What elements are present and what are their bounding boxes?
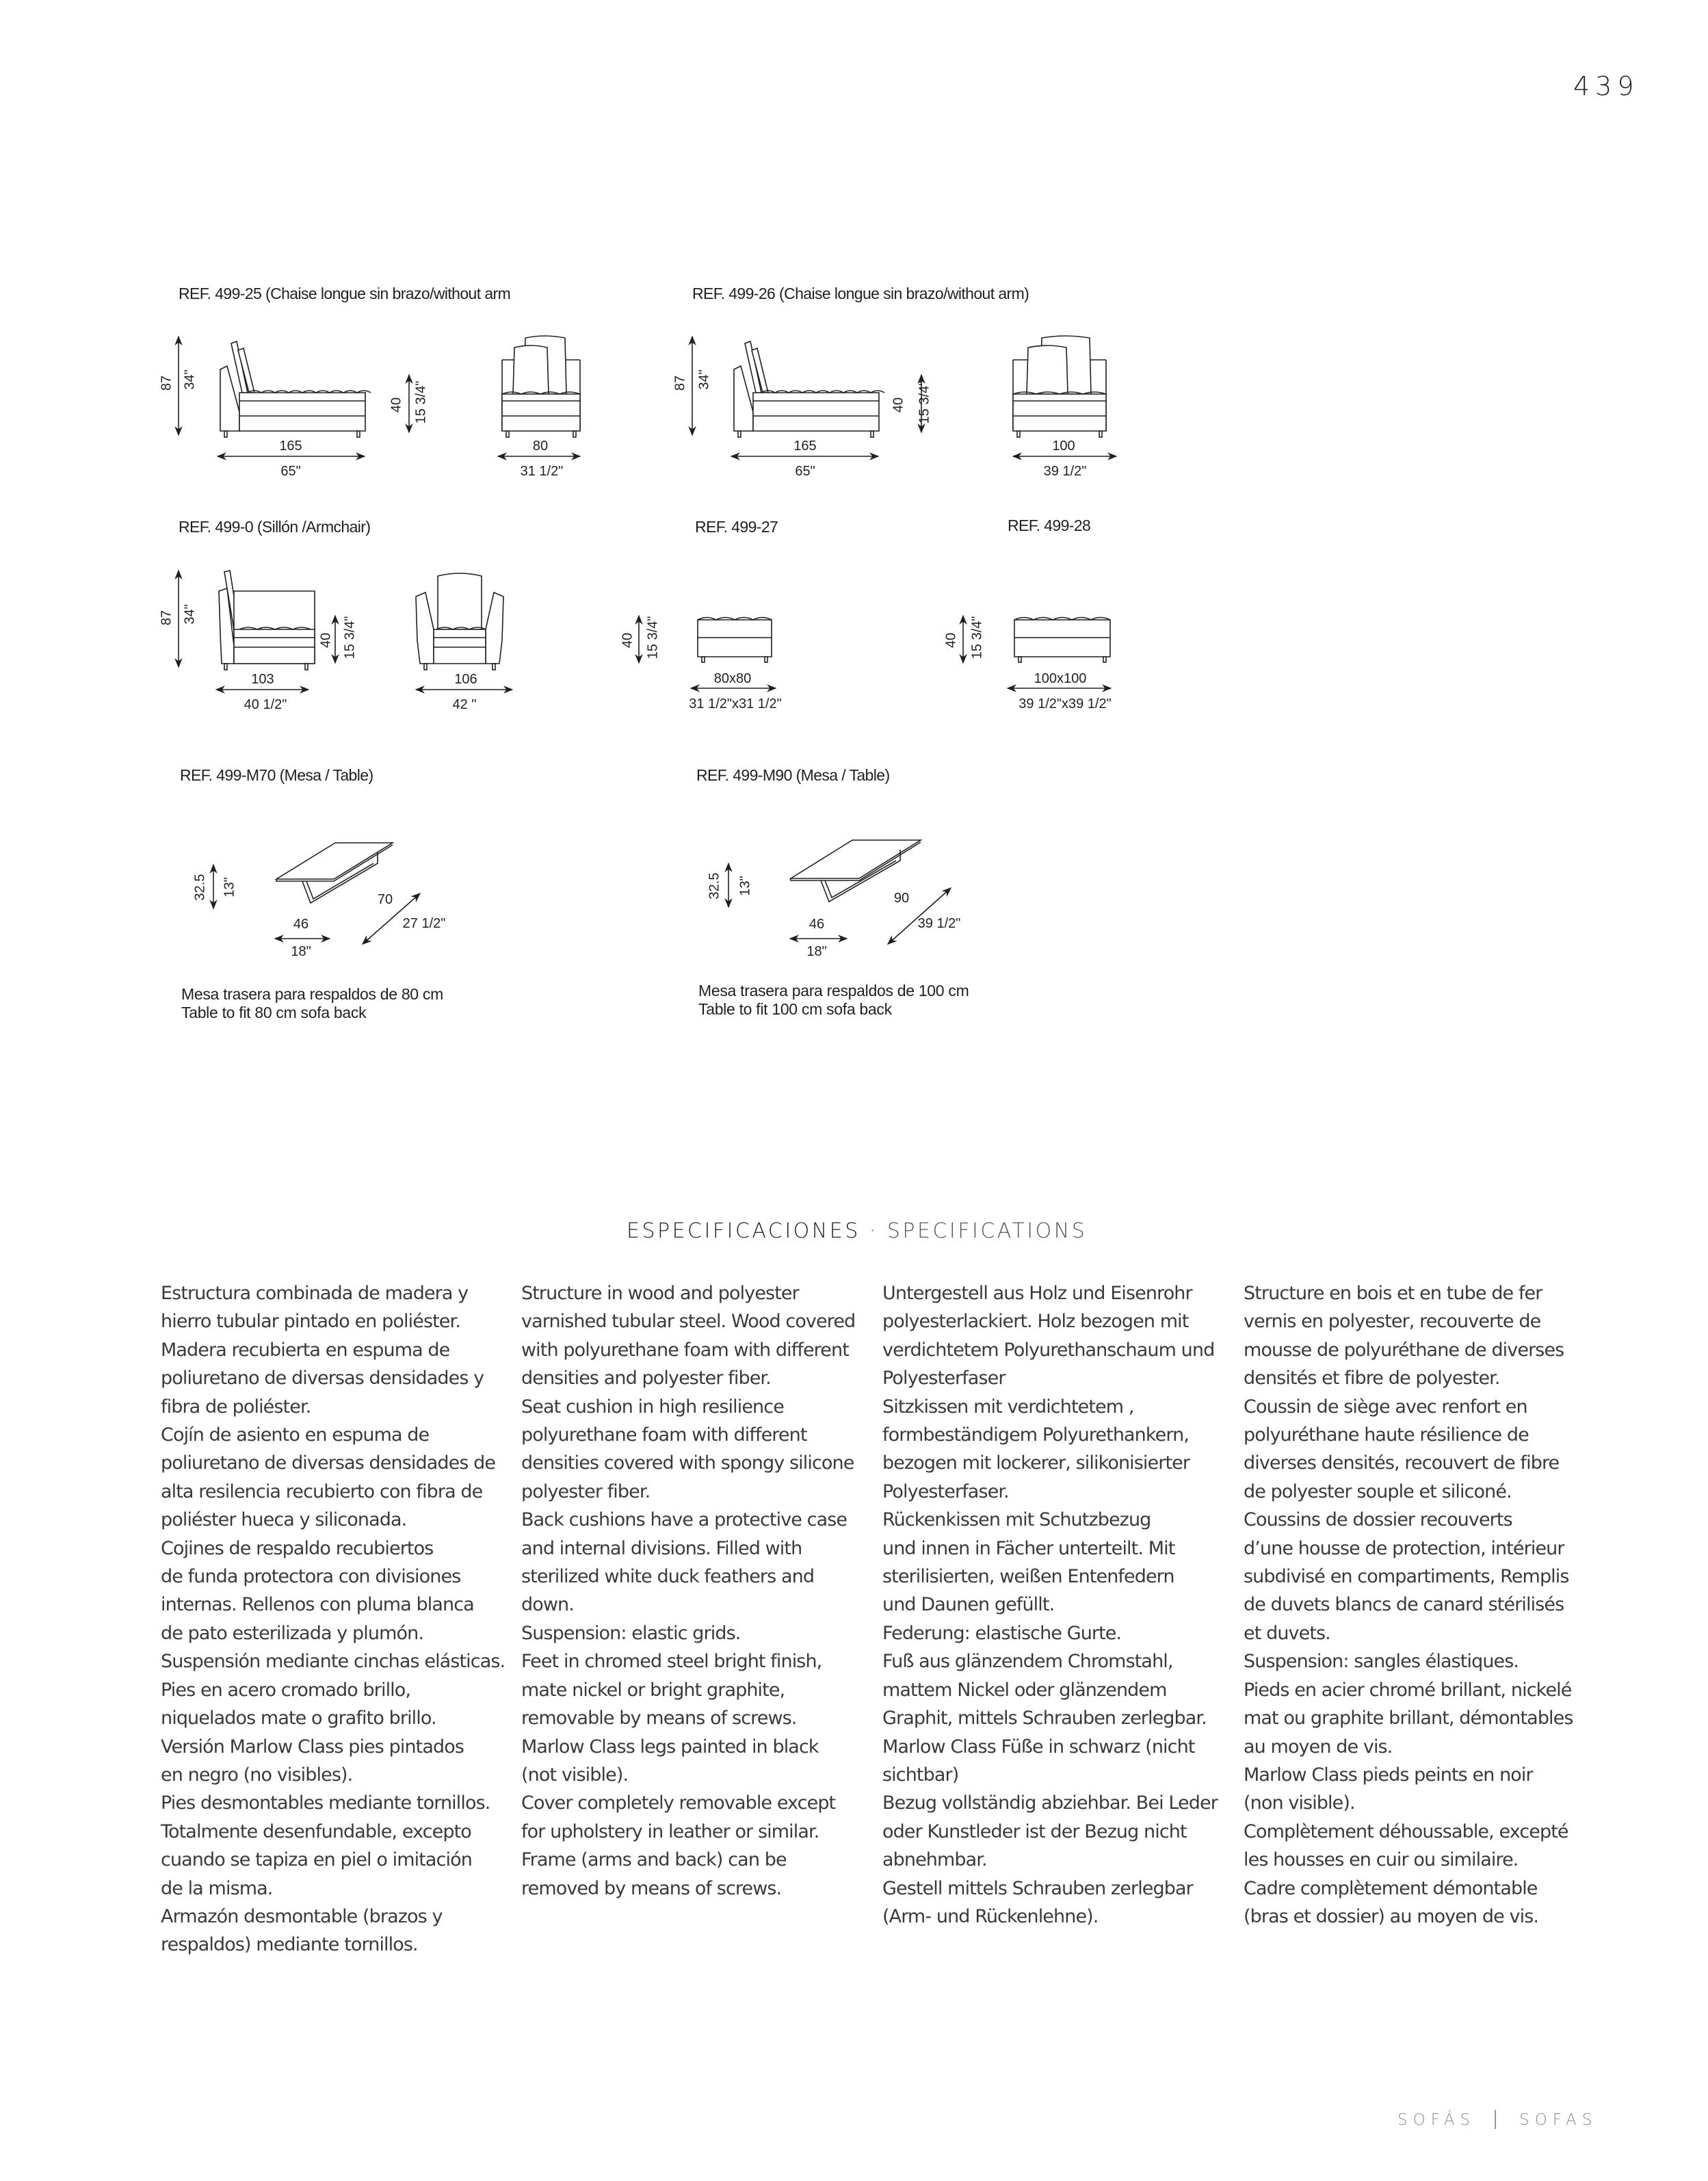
ref-499-m90-title: REF. 499-M90 (Mesa / Table) <box>696 766 890 784</box>
ottoman-27-seat-in: 15 3/4" <box>645 616 661 659</box>
spec-column-german <box>882 1279 1224 1931</box>
spec-line: poliuretano de diversas densidades y <box>161 1368 484 1389</box>
ottoman-28-seat-cm: 40 <box>943 632 959 649</box>
spec-line: vernis en polyester, recouverte de <box>1244 1311 1541 1333</box>
chaise-26-seat-cm: 40 <box>891 397 906 413</box>
armchair-height-in: 34" <box>182 604 198 625</box>
spec-line: Estructura combinada de madera y <box>161 1283 469 1304</box>
specifications-heading-en: · SPECIFICATIONS <box>869 1219 1088 1243</box>
spec-column-english <box>521 1279 863 1903</box>
spec-line: de duvets blancs de canard stérilisés <box>1244 1594 1564 1616</box>
ottoman-27-size-cm: 80x80 <box>713 671 752 686</box>
table-m70-length-cm: 70 <box>377 892 393 907</box>
spec-line: poliuretano de diversas densidades de <box>161 1452 496 1474</box>
chaise-26-length-cm: 165 <box>793 439 817 454</box>
spec-line: down. <box>521 1594 574 1616</box>
armchair-seat-cm: 40 <box>318 632 334 649</box>
footer-divider <box>1495 2110 1496 2129</box>
ref-499-25-title: REF. 499-25 (Chaise longue sin brazo/without arm <box>179 285 511 302</box>
spec-line: Bezug vollständig abziehbar. Bei Leder <box>882 1792 1218 1814</box>
table-m70-height-in: 13" <box>222 877 237 898</box>
spec-line: (bras et dossier) au moyen de vis. <box>1244 1905 1539 1927</box>
table-m90-length-in: 39 1/2" <box>917 916 961 931</box>
spec-line: de la misma. <box>161 1877 273 1899</box>
spec-line: Cadre complètement démontable <box>1244 1877 1538 1899</box>
spec-line: Cover completely removable except <box>521 1792 836 1814</box>
spec-line: polyurethane foam with different <box>521 1424 807 1446</box>
specifications-heading <box>627 1219 1087 1243</box>
spec-line: Feet in chromed steel bright finish, <box>521 1651 822 1673</box>
chaise-25-front-view <box>502 336 580 437</box>
table-m90-caption-es: Mesa trasera para respaldos de 100 cm <box>698 982 969 1000</box>
table-m90-depth-in: 18" <box>806 944 827 959</box>
table-m90-depth-cm: 46 <box>809 917 825 932</box>
armchair-seat-in: 15 3/4" <box>342 616 358 659</box>
ottoman-28-view <box>1014 618 1110 663</box>
ref-499-26-title: REF. 499-26 (Chaise longue sin brazo/without arm) <box>692 285 1029 302</box>
ottoman-28-size-cm: 100x100 <box>1034 671 1087 686</box>
spec-line: Pies desmontables mediante tornillos. <box>161 1792 490 1814</box>
spec-line: Pieds en acier chromé brillant, nickelé <box>1244 1679 1572 1701</box>
spec-line: Marlow Class legs painted in black <box>521 1736 819 1758</box>
spec-line: densities and polyester fiber. <box>521 1368 771 1389</box>
table-m90-caption <box>698 982 969 1019</box>
table-m70-caption-es: Mesa trasera para respaldos de 80 cm <box>181 985 443 1003</box>
spec-line: subdivisé en compartiments, Remplis <box>1244 1566 1569 1588</box>
spec-line: bezogen mit lockerer, silikonisierter <box>882 1452 1190 1474</box>
spec-line: oder Kunstleder ist der Bezug nicht <box>882 1820 1187 1842</box>
table-m70-depth-in: 18" <box>291 944 311 959</box>
footer-section-label <box>1397 2110 1597 2129</box>
spec-line: for upholstery in leather or similar. <box>521 1820 819 1842</box>
specifications-heading-es: ESPECIFICACIONES <box>627 1219 860 1243</box>
spec-line: mattem Nickel oder glänzendem <box>882 1679 1167 1701</box>
spec-line: Untergestell aus Holz und Eisenrohr <box>882 1283 1192 1304</box>
page-number: 439 <box>1573 71 1640 101</box>
spec-column-french <box>1244 1279 1586 1931</box>
spec-line: et duvets. <box>1244 1622 1330 1644</box>
spec-column-spanish <box>161 1279 503 1959</box>
armchair-front-view <box>416 573 503 670</box>
chaise-26-front-view <box>1013 336 1106 437</box>
spec-line: Rückenkissen mit Schutzbezug <box>882 1509 1151 1531</box>
spec-line: d’une housse de protection, intérieur <box>1244 1537 1564 1559</box>
spec-line: Seat cushion in high resilience <box>521 1396 784 1418</box>
chaise-25-seat-cm: 40 <box>389 397 404 413</box>
spec-line: Pies en acero cromado brillo, <box>161 1679 411 1701</box>
spec-line: polyester fiber. <box>521 1480 651 1502</box>
chaise-26-height-in: 34" <box>696 369 712 390</box>
spec-line: Polyesterfaser. <box>882 1480 1009 1502</box>
spec-line: internas. Rellenos con pluma blanca <box>161 1594 474 1616</box>
spec-line: Madera recubierta en espuma de <box>161 1339 450 1361</box>
spec-line: poliéster hueca y siliconada. <box>161 1509 407 1531</box>
spec-line: and internal divisions. Filled with <box>521 1537 802 1559</box>
spec-line: (non visible). <box>1244 1792 1355 1814</box>
spec-line: de polyester souple et siliconé. <box>1244 1480 1512 1502</box>
spec-line: polyuréthane haute résilience de <box>1244 1424 1529 1446</box>
spec-line: (Arm- und Rückenlehne). <box>882 1905 1099 1927</box>
chaise-26-height-cm: 87 <box>672 375 688 391</box>
spec-line: sichtbar) <box>882 1764 959 1786</box>
spec-line: Totalmente desenfundable, excepto <box>161 1820 471 1842</box>
table-m70-caption-en: Table to fit 80 cm sofa back <box>181 1004 367 1021</box>
spec-line: und Daunen gefüllt. <box>882 1594 1055 1616</box>
spec-line: fibra de poliéster. <box>161 1396 311 1418</box>
chaise-25-side-view <box>220 341 371 437</box>
footer-section-es: SOFÁS <box>1397 2111 1476 2129</box>
chaise-25-width-cm: 80 <box>532 439 549 454</box>
spec-line: Complètement déhoussable, excepté <box>1244 1820 1568 1842</box>
spec-line: Graphit, mittels Schrauben zerlegbar. <box>882 1708 1207 1729</box>
chaise-25-width-in: 31 1/2" <box>520 464 564 479</box>
spec-line: densities covered with spongy silicone <box>521 1452 854 1474</box>
chaise-25-height-in: 34" <box>182 369 198 390</box>
spec-line: Back cushions have a protective case <box>521 1509 848 1531</box>
spec-line: Suspension: elastic grids. <box>521 1622 741 1644</box>
table-m70-height-cm: 32.5 <box>192 874 208 901</box>
spec-line: Suspension: sangles élastiques. <box>1244 1651 1519 1673</box>
spec-line: de pato esterilizada y plumón. <box>161 1622 423 1644</box>
spec-line: au moyen de vis. <box>1244 1736 1393 1758</box>
table-m90-height-in: 13" <box>737 876 753 896</box>
spec-line: Structure in wood and polyester <box>521 1283 799 1304</box>
spec-line: diverses densités, recouvert de fibre <box>1244 1452 1560 1474</box>
table-m90-length-cm: 90 <box>893 891 910 906</box>
ottoman-28-seat-in: 15 3/4" <box>969 616 985 659</box>
chaise-26-length-in: 65" <box>795 464 815 479</box>
armchair-height-cm: 87 <box>159 610 174 626</box>
armchair-depth-cm: 103 <box>251 672 274 687</box>
spec-line: Marlow Class Füße in schwarz (nicht <box>882 1736 1195 1758</box>
spec-line: Structure en bois et en tube de fer <box>1244 1283 1542 1304</box>
chaise-26-width-cm: 100 <box>1052 439 1075 454</box>
spec-line: mate nickel or bright graphite, <box>521 1679 785 1701</box>
spec-line: und innen in Fächer unterteilt. Mit <box>882 1537 1175 1559</box>
spec-line: Coussin de siège avec renfort en <box>1244 1396 1527 1418</box>
chaise-26-seat-in: 15 3/4" <box>917 380 932 424</box>
ref-499-m70-title: REF. 499-M70 (Mesa / Table) <box>180 766 373 784</box>
ref-499-0-title: REF. 499-0 (Sillón /Armchair) <box>179 518 371 536</box>
spec-line: (not visible). <box>521 1764 629 1786</box>
chaise-26-width-in: 39 1/2" <box>1043 464 1087 479</box>
spec-line: Coussins de dossier recouverts <box>1244 1509 1512 1531</box>
chaise-25-seat-in: 15 3/4" <box>413 380 429 424</box>
spec-line: Sitzkissen mit verdichtetem , <box>882 1396 1134 1418</box>
spec-line: Versión Marlow Class pies pintados <box>161 1736 464 1758</box>
chaise-25-length-in: 65" <box>280 464 301 479</box>
spec-line: cuando se tapiza en piel o imitación <box>161 1849 472 1871</box>
ref-499-27-title: REF. 499-27 <box>695 518 778 536</box>
table-m70-length-in: 27 1/2" <box>402 916 446 931</box>
ottoman-27-size-in: 31 1/2"x31 1/2" <box>689 696 782 711</box>
spec-line: respaldos) mediante tornillos. <box>161 1934 418 1956</box>
footer-section-en: SOFAS <box>1519 2111 1598 2129</box>
armchair-side-view <box>219 571 315 670</box>
spec-line: niquelados mate o grafito brillo. <box>161 1708 436 1729</box>
spec-line: removable by means of screws. <box>521 1708 797 1729</box>
table-m90-height-cm: 32.5 <box>707 872 722 900</box>
spec-line: with polyurethane foam with different <box>521 1339 849 1361</box>
chaise-26-side-view <box>734 341 884 437</box>
spec-line: Gestell mittels Schrauben zerlegbar <box>882 1877 1193 1899</box>
table-m90-caption-en: Table to fit 100 cm sofa back <box>698 1000 892 1018</box>
ottoman-27-view <box>698 618 772 663</box>
table-m70-view <box>276 843 393 903</box>
spec-line: Cojines de respaldo recubiertos <box>161 1537 434 1559</box>
spec-line: Frame (arms and back) can be <box>521 1849 787 1871</box>
chaise-25-height-cm: 87 <box>159 375 174 391</box>
ottoman-27-seat-cm: 40 <box>620 632 635 649</box>
spec-line: formbeständigem Polyurethankern, <box>882 1424 1189 1446</box>
spec-line: les housses en cuir ou similaire. <box>1244 1849 1519 1871</box>
spec-line: removed by means of screws. <box>521 1877 782 1899</box>
table-m70-depth-cm: 46 <box>293 917 309 932</box>
spec-line: sterilisierten, weißen Entenfedern <box>882 1566 1174 1588</box>
spec-line: Marlow Class pieds peints en noir <box>1244 1764 1533 1786</box>
spec-line: sterilized white duck feathers and <box>521 1566 815 1588</box>
armchair-width-cm: 106 <box>454 672 477 687</box>
spec-line: polyesterlackiert. Holz bezogen mit <box>882 1311 1189 1333</box>
spec-line: mat ou graphite brillant, démontables <box>1244 1708 1573 1729</box>
spec-line: de funda protectora con divisiones <box>161 1566 461 1588</box>
spec-line: Armazón desmontable (brazos y <box>161 1905 443 1927</box>
spec-line: hierro tubular pintado en poliéster. <box>161 1311 460 1333</box>
spec-line: Federung: elastische Gurte. <box>882 1622 1122 1644</box>
armchair-depth-in: 40 1/2" <box>244 697 287 712</box>
technical-drawings <box>0 0 1708 1026</box>
spec-line: densités et fibre de polyester. <box>1244 1368 1500 1389</box>
spec-line: Cojín de asiento en espuma de <box>161 1424 430 1446</box>
spec-line: verdichtetem Polyurethanschaum und <box>882 1339 1215 1361</box>
spec-line: Polyesterfaser <box>882 1368 1006 1389</box>
spec-line: abnehmbar. <box>882 1849 987 1871</box>
spec-line: alta resilencia recubierto con fibra de <box>161 1480 483 1502</box>
spec-line: varnished tubular steel. Wood covered <box>521 1311 856 1333</box>
chaise-25-length-cm: 165 <box>279 439 302 454</box>
spec-line: Fuß aus glänzendem Chromstahl, <box>882 1651 1173 1673</box>
ottoman-28-size-in: 39 1/2"x39 1/2" <box>1019 696 1112 711</box>
spec-line: en negro (no visibles). <box>161 1764 353 1786</box>
armchair-width-in: 42 " <box>452 697 477 712</box>
table-m70-caption <box>181 985 443 1022</box>
spec-line: mousse de polyuréthane de diverses <box>1244 1339 1564 1361</box>
spec-line: Suspensión mediante cinchas elásticas. <box>161 1651 505 1673</box>
ref-499-28-title: REF. 499-28 <box>1008 517 1091 534</box>
